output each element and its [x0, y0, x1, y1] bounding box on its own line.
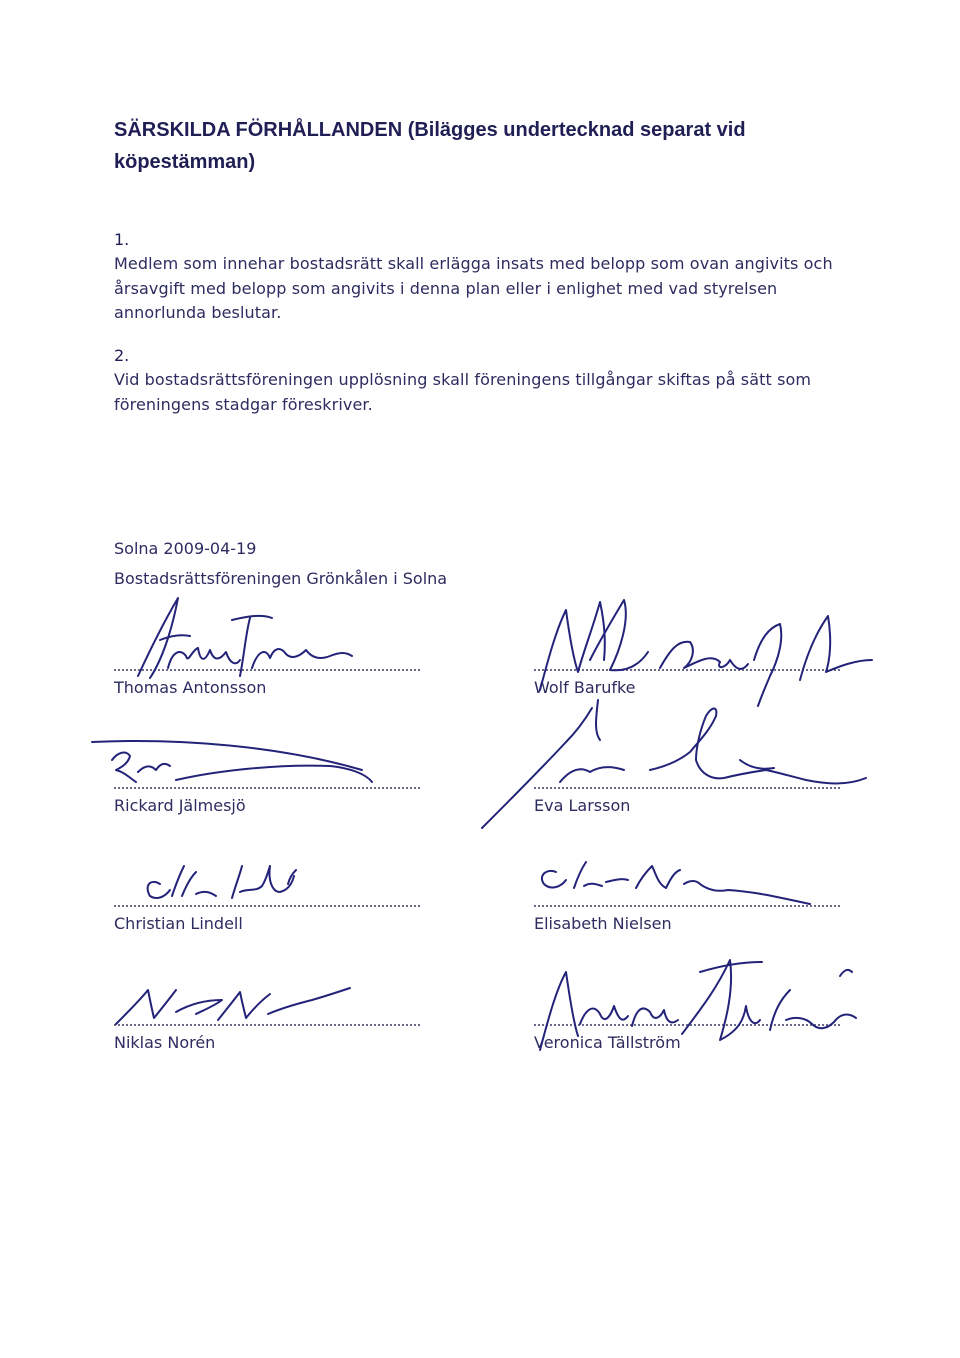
signatory-name: Niklas Norén: [114, 1033, 216, 1052]
signature-line: [114, 1024, 420, 1026]
signatory-name: Veronica Tällström: [534, 1033, 681, 1052]
place-date: Solna 2009-04-19: [114, 539, 257, 558]
signatory-name: Thomas Antonsson: [114, 678, 267, 697]
place-date-block: [114, 534, 447, 594]
clause-1-text: Medlem som innehar bostadsrätt skall erlägga insats med belopp som ovan angivits och årsavgift med belopp som angivits i denna plan eller i enlighet med vad styrelsen annorlunda beslutar.: [114, 254, 833, 322]
signatory-name: Elisabeth Nielsen: [534, 914, 672, 933]
signature-line: [534, 787, 840, 789]
clause-2: [114, 344, 874, 417]
signature-line: [114, 669, 420, 671]
signatory-name: Eva Larsson: [534, 796, 631, 815]
clause-2-number: 2.: [114, 346, 130, 365]
signatory-name: Wolf Barufke: [534, 678, 636, 697]
signature-line: [534, 905, 840, 907]
signature-block-7: [114, 958, 434, 1054]
clause-2-text: Vid bostadsrättsföreningen upplösning skall föreningens tillgångar skiftas på sätt som föreningens stadgar föreskriver.: [114, 370, 812, 414]
clause-1-number: 1.: [114, 230, 130, 249]
signature-block-6: [534, 839, 854, 935]
signature-block-3: [114, 721, 434, 817]
signatory-name: Rickard Jälmesjö: [114, 796, 246, 815]
signature-block-2: [534, 603, 854, 699]
document-title: SÄRSKILDA FÖRHÅLLANDEN (Bilägges undertecknad separat vid köpestämman): [114, 119, 746, 173]
clause-1: [114, 228, 874, 326]
signature-block-8: [534, 958, 854, 1054]
signature-block-1: [114, 603, 434, 699]
signature-line: [114, 787, 420, 789]
signature-line: [114, 905, 420, 907]
association-name: Bostadsrättsföreningen Grönkålen i Solna: [114, 569, 448, 588]
signatory-name: Christian Lindell: [114, 914, 243, 933]
signature-line: [534, 669, 840, 671]
signature-block-4: [534, 721, 854, 817]
signature-line: [534, 1024, 840, 1026]
signature-block-5: [114, 839, 434, 935]
